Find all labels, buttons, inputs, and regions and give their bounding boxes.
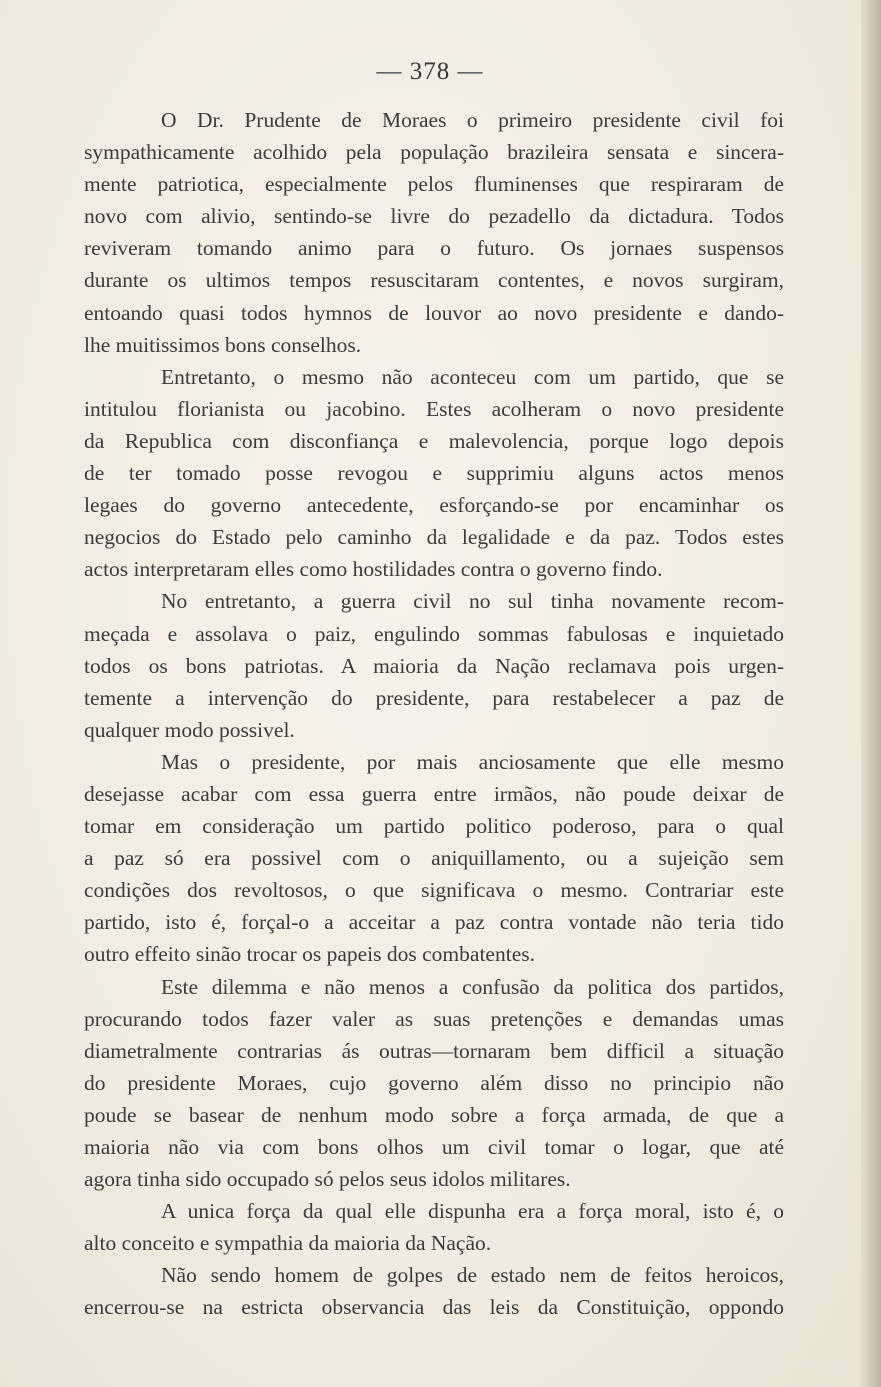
- text-line: temente a intervenção do presidente, para restabelecer a paz de: [84, 685, 784, 710]
- text-line: Não sendo homem de golpes de estado nem de feitos heroicos,: [161, 1263, 784, 1288]
- text-line: outro effeito sinão trocar os papeis dos combatentes.: [84, 942, 535, 967]
- text-line: Entretanto, o mesmo não aconteceu com um partido, que se: [161, 364, 784, 389]
- text-line: novo com alivio, sentindo-se livre do pezadello da dictadura. Todos: [84, 204, 784, 229]
- body-text: [84, 104, 784, 1324]
- text-line: condições dos revoltosos, o que significava o mesmo. Contrariar este: [84, 878, 784, 903]
- text-line: lhe muitissimos bons conselhos.: [84, 332, 362, 357]
- page-number: — 378 —: [376, 58, 484, 85]
- page-edge-shadow: [861, 0, 881, 1387]
- text-line: de ter tomado posse revogou e supprimiu alguns actos menos: [84, 461, 784, 486]
- text-line: tomar em consideração um partido politico poderoso, para o qual: [84, 814, 784, 839]
- text-line: No entretanto, a guerra civil no sul tinha novamente recom-: [161, 589, 784, 614]
- text-line: alto conceito e sympathia da maioria da Nação.: [84, 1231, 492, 1256]
- text-line: qualquer modo possivel.: [84, 717, 295, 742]
- text-line: legaes do governo antecedente, esforçando-se por encaminhar os: [84, 493, 784, 518]
- text-line: procurando todos fazer valer as suas pretenções e demandas umas: [84, 1006, 784, 1031]
- text-line: agora tinha sido occupado só pelos seus idolos militares.: [84, 1167, 571, 1192]
- text-line: todos os bons patriotas. A maioria da Nação reclamava pois urgen-: [84, 653, 784, 678]
- text-line: maioria não via com bons olhos um civil tomar o logar, que até: [84, 1135, 784, 1159]
- text-line: actos interpretaram elles como hostilidades contra o governo findo.: [84, 557, 663, 582]
- text-line: partido, isto é, forçal-o a acceitar a paz contra vontade não teria tido: [84, 910, 784, 935]
- text-line: diametralmente contrarias ás outras—tornaram bem difficil a situação: [84, 1038, 784, 1063]
- text-line: entoando quasi todos hymnos de louvor ao novo presidente e dando-: [84, 300, 784, 325]
- text-line: reviveram tomando animo para o futuro. Os jornaes suspensos: [84, 236, 784, 261]
- text-line: Este dilemma e não menos a confusão da politica dos partidos,: [161, 974, 784, 999]
- text-line: do presidente Moraes, cujo governo além disso no principio não: [84, 1070, 784, 1095]
- text-line: durante os ultimos tempos resuscitaram contentes, e novos surgiram,: [84, 268, 784, 293]
- text-line: sympathicamente acolhido pela população brazileira sensata e sincera-: [84, 140, 784, 165]
- text-line: encerrou-se na estricta observancia das leis da Constituição, oppondo: [84, 1295, 784, 1320]
- text-line: Mas o presidente, por mais anciosamente que elle mesmo: [161, 749, 784, 774]
- text-line: intitulou florianista ou jacobino. Estes acolheram o novo presidente: [84, 396, 784, 421]
- text-line: negocios do Estado pelo caminho da legalidade e da paz. Todos estes: [84, 525, 784, 550]
- text-line: a paz só era possivel com o aniquillamento, ou a sujeição sem: [84, 846, 784, 871]
- text-line: meçada e assolava o paiz, engulindo sommas fabulosas e inquietado: [84, 621, 784, 646]
- text-line: O Dr. Prudente de Moraes o primeiro presidente civil foi: [161, 108, 784, 132]
- text-line: desejasse acabar com essa guerra entre irmãos, não poude deixar de: [84, 781, 784, 806]
- text-line: da Republica com disconfiança e malevolencia, porque logo depois: [84, 428, 784, 453]
- text-line: mente patriotica, especialmente pelos fluminenses que respiraram de: [84, 172, 784, 197]
- text-line: poude se basear de nenhum modo sobre a força armada, de que a: [84, 1102, 784, 1127]
- text-line: A unica força da qual elle dispunha era a força moral, isto é, o: [161, 1199, 784, 1224]
